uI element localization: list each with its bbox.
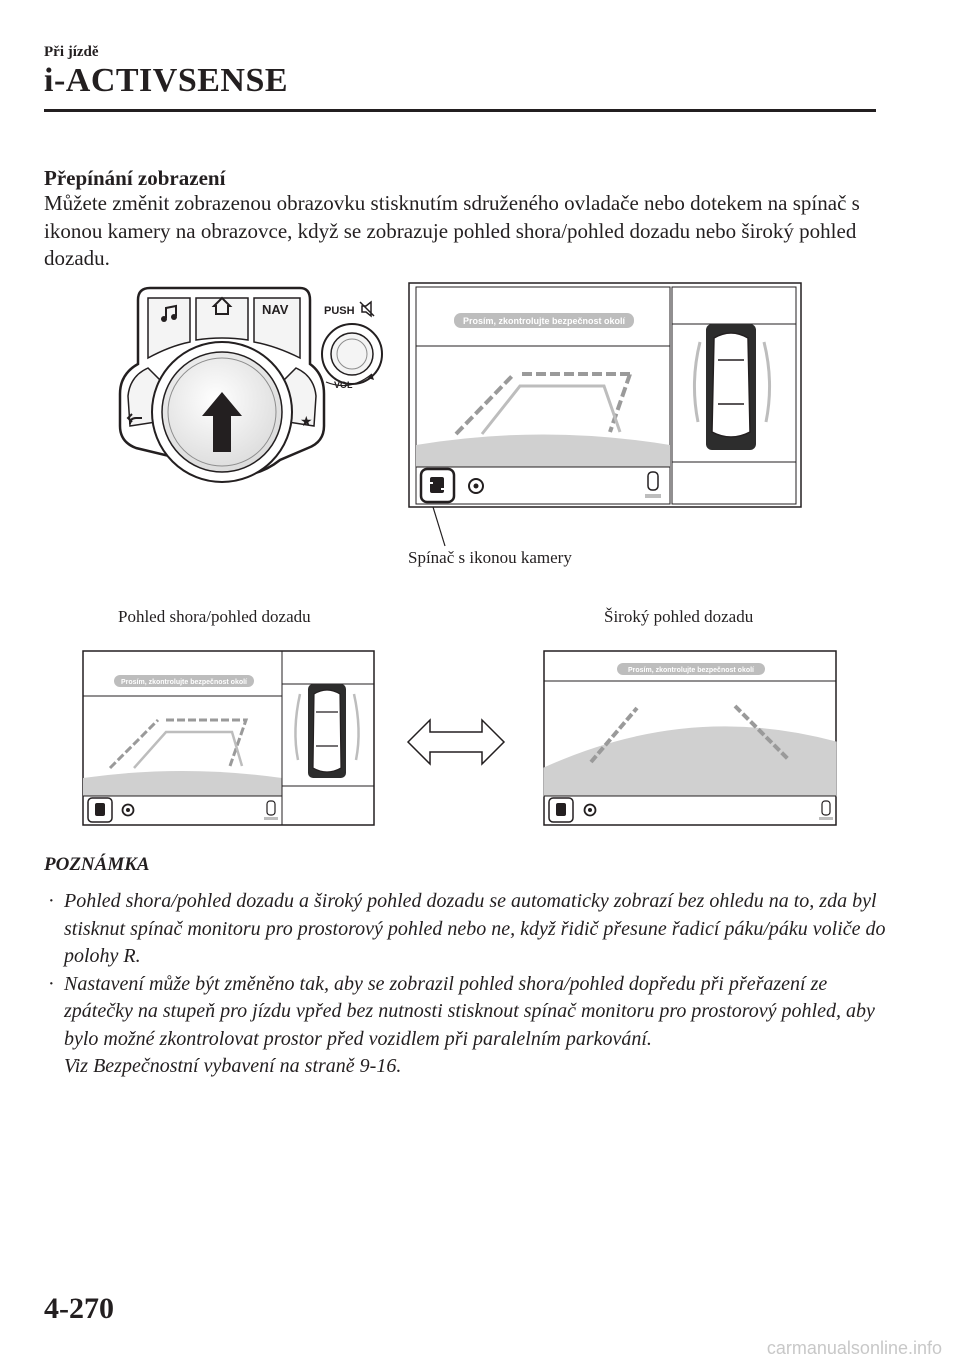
screen-wide-rear-view <box>543 650 837 826</box>
note-item-text: Nastavení může být změněno tak, aby se zobrazil pohled shora/pohled dopředu při přeřazení ze zpátečky na stupeň pro jízdu vpřed bez nutnosti stisknout spínač monitoru pro prostorový pohled, aby bylo možné zkontrolovat prostor před vozidlem při paralelním parkování. <box>64 972 875 1050</box>
nav-label: NAV <box>262 302 289 317</box>
page-reference: Viz Bezpečnostní vybavení na straně 9-16. <box>64 1055 402 1077</box>
note-heading: POZNÁMKA <box>44 854 150 875</box>
vehicle-sensor-icon <box>645 472 661 498</box>
note-item <box>46 888 886 971</box>
camera-switch-icon <box>95 803 105 816</box>
push-label: PUSH <box>324 305 355 317</box>
switch-arrow-icon <box>406 718 506 766</box>
bullet-icon: · <box>48 890 55 912</box>
watermark: carmanualsonline.info <box>766 1338 942 1358</box>
section-label: Při jízdě <box>44 44 99 60</box>
section-heading: Přepínání zobrazení <box>44 166 226 190</box>
page-number: 4-270 <box>44 1292 114 1325</box>
header-rule <box>44 109 876 112</box>
commander-controller-illustration <box>110 276 400 491</box>
note-list <box>46 888 886 1081</box>
wide-rear-view-caption: Široký pohled dozadu <box>604 607 754 626</box>
safety-message: Prosím, zkontrolujte bezpečnost okolí <box>627 667 755 674</box>
vol-label: VOL <box>334 380 353 390</box>
screen-top-rear-view <box>82 650 375 826</box>
camera-switch-callout-line <box>430 506 450 548</box>
chapter-title: i-ACTIVSENSE <box>44 62 289 99</box>
safety-message: Prosím, zkontrolujte bezpečnost okolí <box>462 316 626 326</box>
top-rear-view-caption: Pohled shora/pohled dozadu <box>118 607 311 626</box>
note-item-text: Pohled shora/pohled dozadu a široký pohled dozadu se automaticky zobrazí bez ohledu na to, zda byl stisknut spínač monitoru pro prostorový pohled nebo ne, když řidič přesune řadicí páku/páku voliče do polohy R. <box>64 890 886 967</box>
safety-message: Prosím, zkontrolujte bezpečnost okolí <box>120 679 248 686</box>
favorites-star-icon: ★ <box>300 413 313 429</box>
camera-switch-caption: Spínač s ikonou kamery <box>408 548 572 567</box>
camera-switch-icon <box>427 477 447 493</box>
bullet-icon: · <box>48 972 55 995</box>
mute-icon <box>360 302 374 316</box>
intro-paragraph: Můžete změnit zobrazenou obrazovku stisknutím sdruženého ovladače nebo dotekem na spínač s ikonou kamery na obrazovce, když se zobrazuje pohled shora/pohled dozadu nebo široký pohled dozadu. <box>44 191 860 270</box>
display-screen-top-rear-view <box>408 282 802 508</box>
note-item <box>46 971 886 1081</box>
camera-switch-icon <box>556 803 566 816</box>
